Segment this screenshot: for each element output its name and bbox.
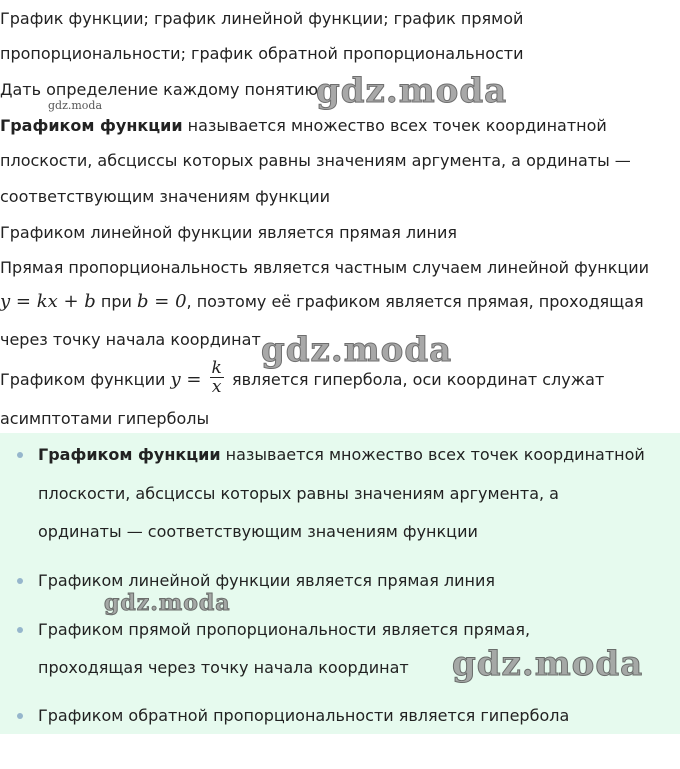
watermark-logo: gdz.moda xyxy=(261,330,453,370)
definition-text: является гипербола, оси координат служат xyxy=(231,370,605,389)
summary-item-inverse-proportionality: Графиком обратной пропорциональности является гипербола xyxy=(38,706,570,725)
task-title-line-2: пропорциональности; график обратной пропорциональности xyxy=(0,44,524,63)
watermark-logo: gdz.moda xyxy=(104,590,231,616)
definition-prefix: Графиком функции xyxy=(0,370,166,389)
summary-item-function-graph-line-2: плоскости, абсциссы которых равны значениям аргумента, а xyxy=(38,484,559,503)
definition-direct-proportionality-line-3: через точку начала координат xyxy=(0,330,261,349)
definition-direct-proportionality-line-1: Прямая пропорциональность является частным случаем линейной функции xyxy=(0,258,650,277)
definition-direct-proportionality-line-2 xyxy=(0,292,644,312)
task-title-line-1: График функции; график линейной функции; график прямой xyxy=(0,9,524,28)
fraction-denominator: x xyxy=(211,377,222,397)
definition-text: , поэтому её графиком является прямая, проходящая xyxy=(186,292,644,311)
bullet-icon xyxy=(17,627,23,633)
summary-item-direct-proportionality: Графиком прямой пропорциональности является прямая, xyxy=(38,620,531,639)
summary-text: называется множество всех точек координатной xyxy=(225,445,645,464)
definition-linear-function: Графиком линейной функции является прямая линия xyxy=(0,223,458,242)
term-function-graph: Графиком функции xyxy=(0,116,183,135)
watermark-logo: gdz.moda xyxy=(316,71,508,111)
formula-linear: y = kx + b xyxy=(0,291,96,312)
formula-y: y = xyxy=(170,369,202,390)
definition-function-graph-line-2: плоскости, абсциссы которых равны значениям аргумента, а ординаты — xyxy=(0,151,631,170)
definition-text: называется множество всех точек координатной xyxy=(187,116,607,135)
formula-condition: b = 0 xyxy=(137,291,187,312)
bullet-icon xyxy=(17,713,23,719)
summary-item-linear-function: Графиком линейной функции является прямая линия xyxy=(38,571,496,590)
summary-item-function-graph-line-3: ординаты — соответствующим значениям функции xyxy=(38,522,478,541)
summary-item-direct-proportionality-line-2: проходящая через точку начала координат xyxy=(38,658,409,677)
definition-function-graph xyxy=(0,116,607,136)
definition-function-graph-line-3: соответствующим значениям функции xyxy=(0,187,331,206)
summary-item-function-graph xyxy=(38,445,645,465)
term-function-graph: Графиком функции xyxy=(38,445,221,464)
bullet-icon xyxy=(17,452,23,458)
word-pri: при xyxy=(100,292,132,311)
watermark-logo: gdz.moda xyxy=(452,644,644,684)
bullet-icon xyxy=(17,578,23,584)
watermark-logo-small: gdz.moda xyxy=(48,99,103,112)
summary-box xyxy=(0,433,680,734)
fraction-numerator: k xyxy=(211,358,222,378)
fraction-k-over-x xyxy=(210,359,224,396)
task-title-line-3: Дать определение каждому понятию xyxy=(0,80,319,99)
definition-hyperbola-line-2: асимптотами гиперболы xyxy=(0,409,210,428)
